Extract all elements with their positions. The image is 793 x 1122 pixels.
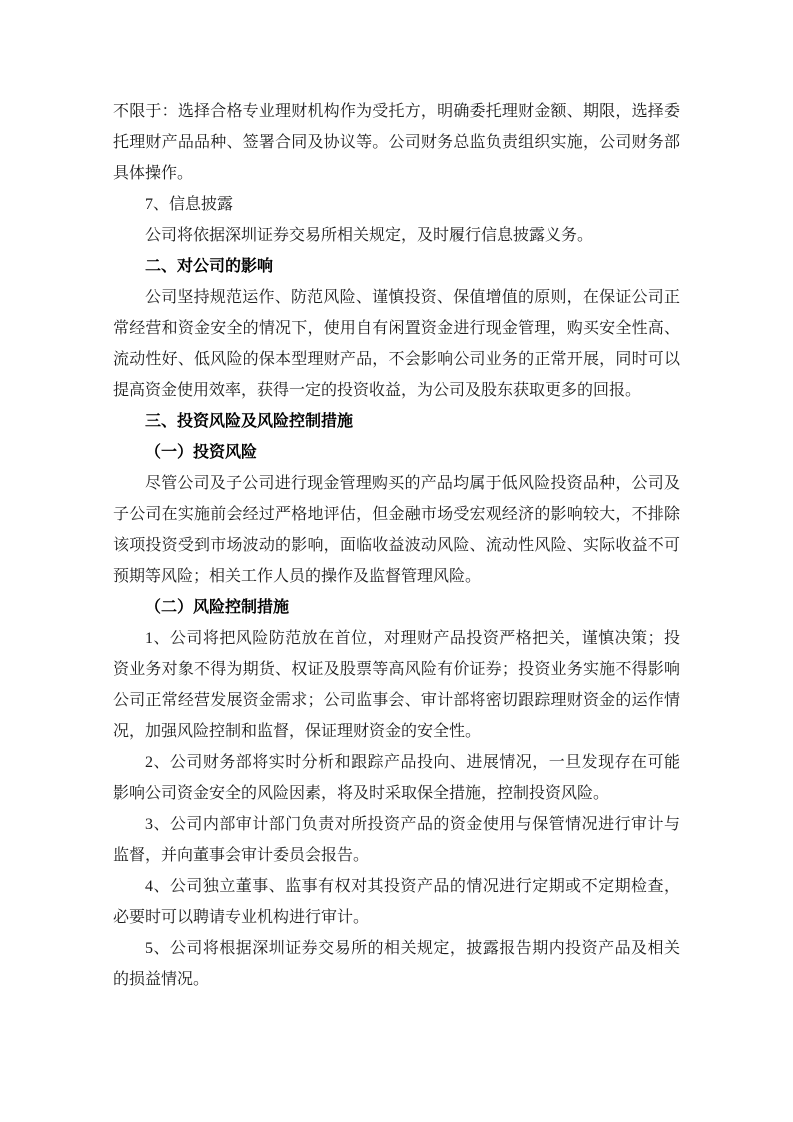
item-7-info-disclosure: 7、信息披露 (145, 196, 234, 213)
subheading-risk-control-measures: （二）风险控制措施 (145, 599, 290, 616)
para-risk-measure-1: 1、公司将把风险防范放在首位，对理财产品投资严格把关，谨慎决策；投资业务对象不得为期货、权证及股票等高风险有价证券；投资业务实施不得影响公司正常经营发展资金需求；公司监事会、审计部将密切跟踪理财资金的运作情况，加强风险控制和监督，保证理财资金的安全性。 (113, 630, 680, 740)
heading-investment-risk-and-controls: 三、投资风险及风险控制措施 (145, 413, 354, 430)
para-risk-measure-2: 2、公司财务部将实时分析和跟踪产品投向、进展情况，一旦发现存在可能影响公司资金安全的风险因素，将及时采取保全措施，控制投资风险。 (113, 754, 680, 802)
para-risk-measure-4: 4、公司独立董事、监事有权对其投资产品的情况进行定期或不定期检查，必要时可以聘请专业机构进行审计。 (113, 878, 680, 926)
para-impact-on-company: 公司坚持规范运作、防范风险、谨慎投资、保值增值的原则，在保证公司正常经营和资金安全的情况下，使用自有闲置资金进行现金管理，购买安全性高、流动性好、低风险的保本型理财产品，不会影响公司业务的正常开展，同时可以提高资金使用效率，获得一定的投资收益，为公司及股东获取更多的回报。 (113, 289, 680, 399)
para-risk-measure-5: 5、公司将根据深圳证券交易所的相关规定，披露报告期内投资产品及相关的损益情况。 (113, 940, 680, 988)
document-body (113, 96, 680, 995)
para-continuation-entrust: 不限于：选择合格专业理财机构作为受托方，明确委托理财金额、期限，选择委托理财产品品种、签署合同及协议等。公司财务总监负责组织实施，公司财务部具体操作。 (113, 103, 680, 182)
para-info-disclosure: 公司将依据深圳证券交易所相关规定，及时履行信息披露义务。 (145, 227, 594, 244)
para-risk-measure-3: 3、公司内部审计部门负责对所投资产品的资金使用与保管情况进行审计与监督，并向董事会审计委员会报告。 (113, 816, 680, 864)
heading-impact-on-company: 二、对公司的影响 (145, 258, 274, 275)
subheading-investment-risk: （一）投资风险 (145, 444, 258, 461)
para-investment-risk: 尽管公司及子公司进行现金管理购买的产品均属于低风险投资品种，公司及子公司在实施前会经过严格地评估，但金融市场受宏观经济的影响较大，不排除该项投资受到市场波动的影响，面临收益波动风险、流动性风险、实际收益不可预期等风险；相关工作人员的操作及监督管理风险。 (113, 475, 680, 585)
